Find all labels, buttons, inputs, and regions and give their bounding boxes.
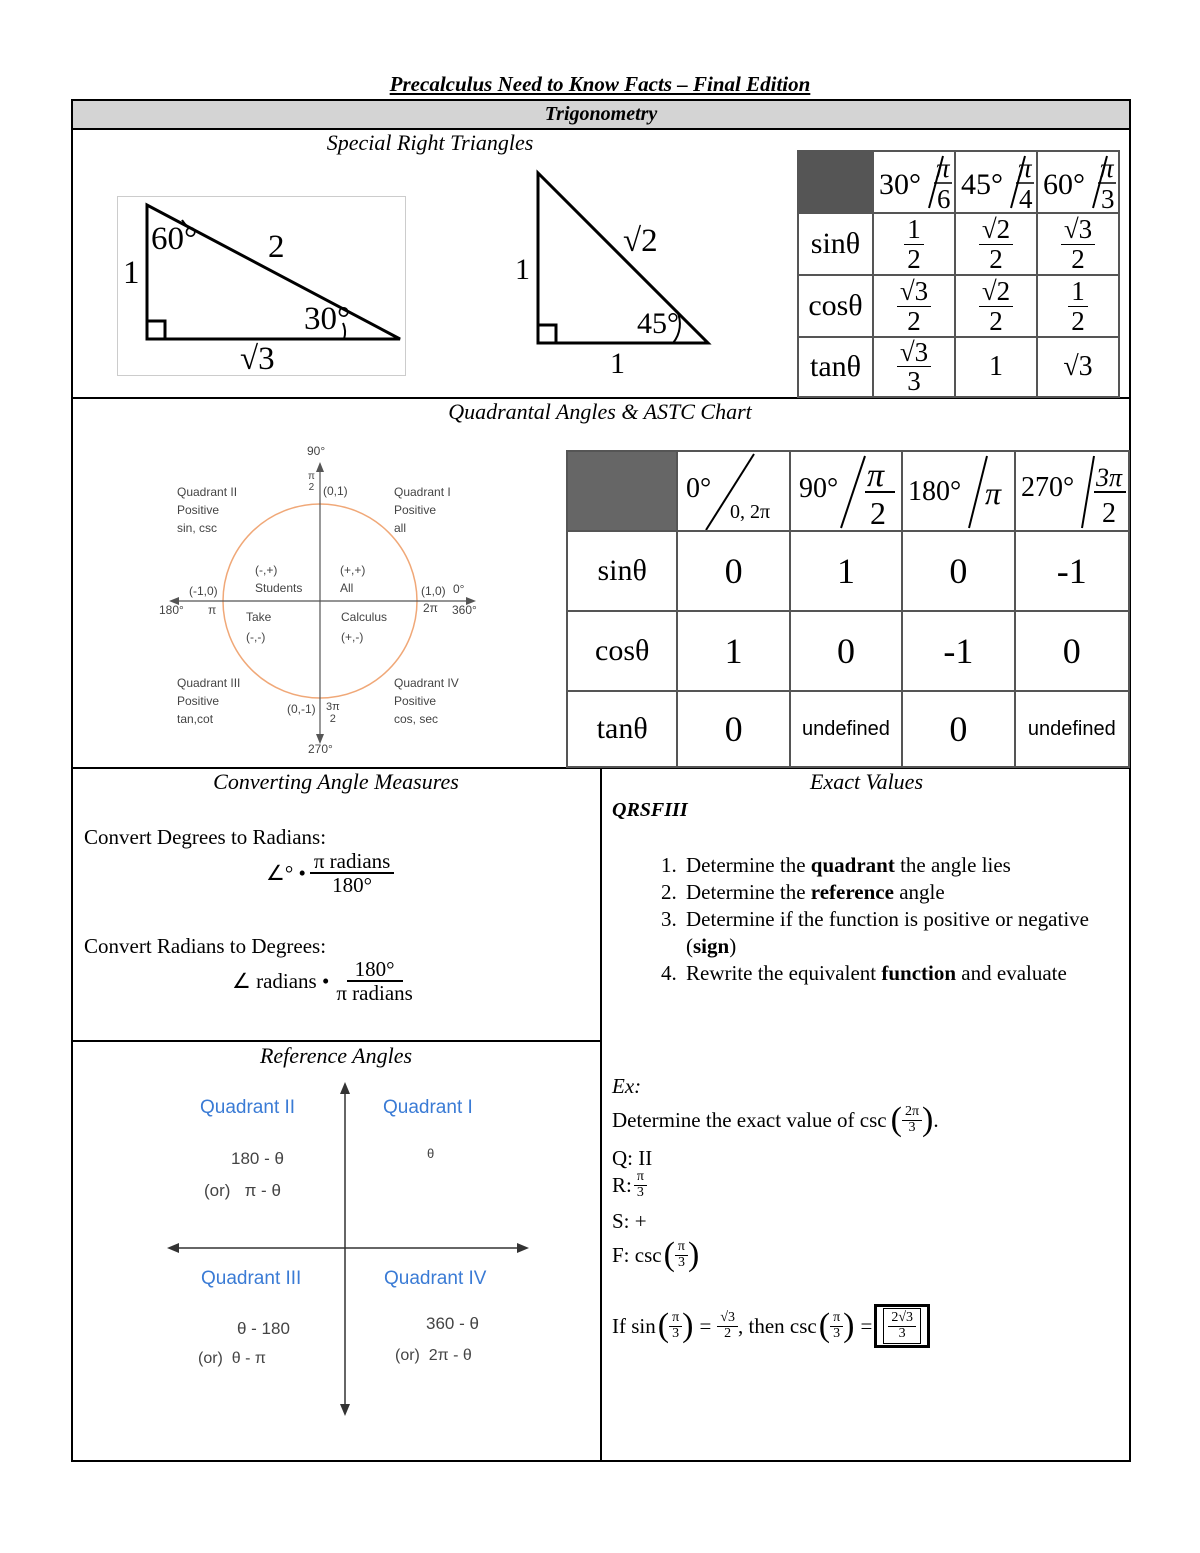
formula-num: π radians — [310, 850, 395, 874]
mnemonic: All — [340, 581, 354, 595]
col-header — [677, 451, 789, 531]
reference-axes — [165, 1080, 533, 1420]
deg-label: 60° — [1043, 168, 1085, 201]
rad-label: 0, 2π — [730, 501, 771, 523]
ref-quadrant-4: Quadrant IV — [384, 1268, 487, 1289]
ref-quadrant-3: Quadrant III — [201, 1268, 302, 1289]
special-triangles-heading: Special Right Triangles — [326, 130, 534, 155]
mnemonic: Calculus — [341, 610, 388, 624]
cell-num: 1 — [1068, 277, 1088, 306]
step-item — [682, 906, 1112, 960]
deg-to-rad-formula — [266, 850, 394, 896]
fn-label: sinθ — [810, 227, 861, 260]
quadrant-4-label — [394, 674, 459, 728]
table-cell: √3 — [1037, 337, 1119, 397]
sign-pair: (-,-) — [246, 630, 266, 644]
q-funcs: sin, csc — [177, 521, 218, 535]
point-0-1: (0,1) — [323, 484, 348, 498]
q-funcs: tan,cot — [177, 712, 214, 726]
table-cell: 0 — [902, 531, 1014, 611]
quadrant-1-label — [394, 483, 451, 537]
table-corner — [567, 451, 677, 531]
sign-pair: (+,-) — [341, 630, 364, 644]
rad-den: 4 — [1019, 184, 1033, 212]
reference-heading: Reference Angles — [259, 1043, 413, 1068]
steps-list — [612, 852, 1112, 987]
mnemonic: Students — [255, 581, 303, 595]
table-cell: 1 — [955, 337, 1037, 397]
arg-den: 3 — [672, 1325, 680, 1341]
cell-den: 2 — [1071, 305, 1085, 336]
q-name: Quadrant I — [394, 485, 451, 499]
fn-label: cosθ — [808, 289, 863, 322]
r-label: R: — [612, 1172, 632, 1197]
cell-num: √3 — [897, 277, 931, 306]
col-header — [790, 451, 902, 531]
formula-lhs: ∠° • — [266, 860, 306, 885]
triangle-45-45-90 — [505, 165, 725, 385]
page-title: Precalculus Need to Know Facts – Final Edition — [389, 72, 811, 96]
s-step: S: + — [612, 1209, 647, 1233]
ref-q4-formula: 360 - θ — [426, 1314, 479, 1333]
rad-num: π — [308, 471, 315, 482]
sign-pair: (+,+) — [340, 563, 366, 577]
answer-num: 2√3 — [888, 1311, 916, 1327]
section-header: Trigonometry — [73, 101, 1129, 130]
rad-den: 2 — [329, 712, 336, 725]
table-cell: 0 — [677, 691, 789, 767]
rad-den: 2 — [308, 481, 315, 493]
angle-30-label: 30° — [304, 301, 351, 337]
q-funcs: all — [394, 521, 407, 535]
leg-label: 1 — [610, 347, 625, 380]
table-cell — [873, 213, 955, 275]
rad-label: π — [985, 475, 1002, 511]
formula-den: π radians — [336, 981, 413, 1006]
rad-den: 2 — [1101, 498, 1116, 529]
step-keyword: quadrant — [810, 853, 895, 877]
ref-quadrant-1: Quadrant I — [383, 1097, 473, 1118]
step-text: the angle lies — [894, 853, 1011, 877]
label-3pi-over-2 — [323, 702, 343, 725]
deg-label: 270° — [1020, 472, 1074, 503]
calculus-label — [341, 607, 387, 647]
point-0-neg1: (0,-1) — [287, 702, 316, 716]
deg-label: 180° — [908, 476, 962, 507]
answer-box — [874, 1304, 930, 1348]
step-item — [682, 852, 1112, 879]
cell-num: √3 — [1061, 215, 1095, 244]
divider — [600, 767, 602, 1462]
final-answer-line: If sin ( $\frac{\pi}{3}$ ) = $\frac{√3}{2}$ , then csc ( $\frac{\pi}{3}$ ) = $\frac{2√3}{3}$ — [612, 1304, 930, 1348]
cell-den: 2 — [989, 305, 1003, 336]
table-cell: 1 — [677, 611, 789, 691]
astc-heading: Quadrantal Angles & ASTC Chart — [448, 399, 752, 424]
rad-num: 3π — [1095, 463, 1122, 492]
deg-label: 0° — [686, 473, 712, 504]
col-header — [955, 151, 1037, 213]
angle-45-label: 45° — [637, 307, 679, 340]
rad-den: 6 — [937, 184, 951, 212]
r-num: π — [634, 1170, 647, 1186]
table-corner — [798, 151, 873, 213]
rad-to-deg-formula — [232, 958, 416, 1004]
q-step: Q: II — [612, 1146, 653, 1170]
special-angle-table — [797, 150, 1120, 398]
col-header — [902, 451, 1014, 531]
qrsf-acronym: QRSFIII — [612, 799, 688, 821]
quadrant-2-label — [177, 483, 237, 537]
point-1-0: (1,0) — [421, 584, 446, 598]
rad-den: 3 — [1101, 184, 1115, 212]
step-text: Determine the — [686, 853, 811, 877]
col-header — [1037, 151, 1119, 213]
table-cell: -1 — [902, 611, 1014, 691]
table-cell: 0 — [790, 611, 902, 691]
side-short-label: 1 — [123, 255, 140, 291]
all-label — [340, 561, 365, 597]
col-header — [1015, 451, 1129, 531]
step-text: Rewrite the equivalent — [686, 961, 882, 985]
hypotenuse-label: √2 — [623, 223, 658, 259]
point-neg1-0: (-1,0) — [189, 584, 218, 598]
ref-q3-alt: (or) θ - π — [198, 1350, 266, 1367]
rad-den: 2 — [869, 495, 886, 530]
q-name: Quadrant II — [177, 485, 238, 499]
row-label — [798, 275, 873, 337]
cell-num: √3 — [897, 338, 931, 367]
label-270deg: 270° — [308, 742, 333, 756]
rad-num: π — [866, 457, 884, 494]
step-text: and evaluate — [956, 961, 1067, 985]
if-text: If sin — [612, 1313, 656, 1338]
q-positive: Positive — [177, 503, 220, 517]
arg-num: 2π — [902, 1105, 922, 1121]
divider — [71, 1040, 602, 1042]
label-2pi: 2π — [423, 601, 438, 615]
astc-unit-circle — [155, 440, 495, 760]
f-step: F: csc ( $\frac{\pi}{3}$ ) — [612, 1236, 700, 1273]
cell-den: 2 — [907, 243, 921, 274]
label-180deg: 180° — [159, 603, 184, 617]
cell-num: √2 — [979, 215, 1013, 244]
rad-num: π — [936, 153, 950, 183]
fn-label: tanθ — [809, 349, 862, 383]
arg-den: 3 — [908, 1119, 916, 1135]
deg-label: 90° — [798, 473, 838, 504]
step-item — [682, 879, 1112, 906]
cell-den: 2 — [1071, 243, 1085, 274]
table-cell — [955, 275, 1037, 337]
angle-60-label: 60° — [151, 221, 198, 257]
step-text: angle — [893, 880, 945, 904]
row-label: cosθ — [567, 611, 677, 691]
deg-to-rad-label: Convert Degrees to Radians: — [84, 825, 327, 849]
cell-den: 2 — [989, 243, 1003, 274]
q-name: Quadrant IV — [394, 676, 459, 690]
answer-den: 3 — [898, 1325, 906, 1341]
value-num: √3 — [717, 1311, 738, 1327]
cell-num: 1 — [904, 215, 924, 244]
table-cell — [873, 337, 955, 397]
table-cell: undefined — [1015, 691, 1129, 767]
students-label — [255, 561, 302, 597]
prompt-text: Determine the exact value of csc — [612, 1107, 887, 1132]
row-label — [798, 337, 873, 397]
cell-den: 2 — [907, 305, 921, 336]
quadrant-3-label — [177, 674, 240, 728]
arg-den: 3 — [833, 1325, 841, 1341]
step-text: Determine the — [686, 880, 811, 904]
rad-num: π — [1018, 153, 1032, 183]
ref-q3-formula: θ - 180 — [237, 1319, 290, 1338]
step-keyword: function — [881, 961, 957, 985]
then-text: , then csc — [738, 1313, 817, 1338]
q-name: Quadrant III — [177, 676, 241, 690]
step-item — [682, 960, 1112, 987]
ref-quadrant-2: Quadrant II — [200, 1097, 296, 1118]
formula-num: 180° — [347, 958, 403, 982]
col-header — [873, 151, 955, 213]
f-den: 3 — [677, 1254, 685, 1270]
table-cell — [873, 275, 955, 337]
arg-num: π — [669, 1311, 682, 1327]
example-prompt: Determine the exact value of csc ( $\frac{2\pi}{3}$ ) . — [612, 1101, 939, 1138]
cell-num: √2 — [979, 277, 1013, 306]
rad-num: 3π — [326, 701, 340, 713]
f-num: π — [675, 1240, 688, 1256]
formula-lhs: ∠ radians • — [232, 968, 330, 993]
ref-q4-alt: (or) 2π - θ — [395, 1347, 472, 1364]
q-positive: Positive — [177, 694, 220, 708]
mnemonic: Take — [246, 610, 272, 624]
label-pi: π — [208, 603, 217, 617]
exact-values-heading: Exact Values — [809, 769, 924, 794]
row-label: sinθ — [567, 531, 677, 611]
triangle-30-60-90 — [117, 196, 406, 376]
row-label — [798, 213, 873, 275]
rad-to-deg-label: Convert Radians to Degrees: — [84, 934, 327, 958]
r-den: 3 — [636, 1184, 644, 1200]
table-cell: 1 — [790, 531, 902, 611]
ref-q2-formula: 180 - θ — [231, 1149, 284, 1168]
step-keyword: sign — [693, 934, 730, 958]
value-den: 2 — [724, 1325, 732, 1341]
example-label: Ex: — [612, 1074, 642, 1098]
sign-pair: (-,+) — [255, 563, 278, 577]
label-0deg: 0° — [453, 582, 465, 596]
f-label: F: csc — [612, 1242, 662, 1267]
table-cell — [955, 213, 1037, 275]
table-cell: 0 — [1015, 611, 1129, 691]
table-cell: -1 — [1015, 531, 1129, 611]
table-cell — [1037, 275, 1119, 337]
table-cell — [1037, 213, 1119, 275]
q-funcs: cos, sec — [394, 712, 439, 726]
r-step — [612, 1170, 647, 1200]
q-positive: Positive — [394, 503, 437, 517]
table-cell: 0 — [902, 691, 1014, 767]
label-360deg: 360° — [452, 603, 477, 617]
hypotenuse-label: 2 — [268, 229, 285, 265]
ref-q1-formula: θ — [427, 1146, 435, 1161]
ref-q2-alt: (or) π - θ — [204, 1181, 281, 1200]
q-positive: Positive — [394, 694, 437, 708]
take-label — [246, 607, 271, 647]
step-keyword: reference — [810, 880, 894, 904]
converting-heading: Converting Angle Measures — [213, 769, 459, 794]
table-cell: 0 — [677, 531, 789, 611]
formula-den: 180° — [332, 873, 373, 898]
deg-label: 45° — [961, 168, 1003, 201]
rad-num: π — [1100, 153, 1114, 183]
table-cell: undefined — [790, 691, 902, 767]
label-90deg: 90° — [307, 444, 326, 458]
step-text: Determine if the function is positive or negative ( — [686, 907, 1089, 958]
side-long-label: √3 — [240, 341, 275, 377]
leg-label: 1 — [515, 253, 530, 286]
deg-label: 30° — [879, 168, 921, 201]
cell-den: 3 — [907, 366, 921, 397]
row-label: tanθ — [567, 691, 677, 767]
label-pi-over-2 — [305, 472, 318, 493]
quadrantal-angle-table — [566, 450, 1130, 768]
step-text: ) — [729, 934, 737, 958]
arg-num: π — [830, 1311, 843, 1327]
